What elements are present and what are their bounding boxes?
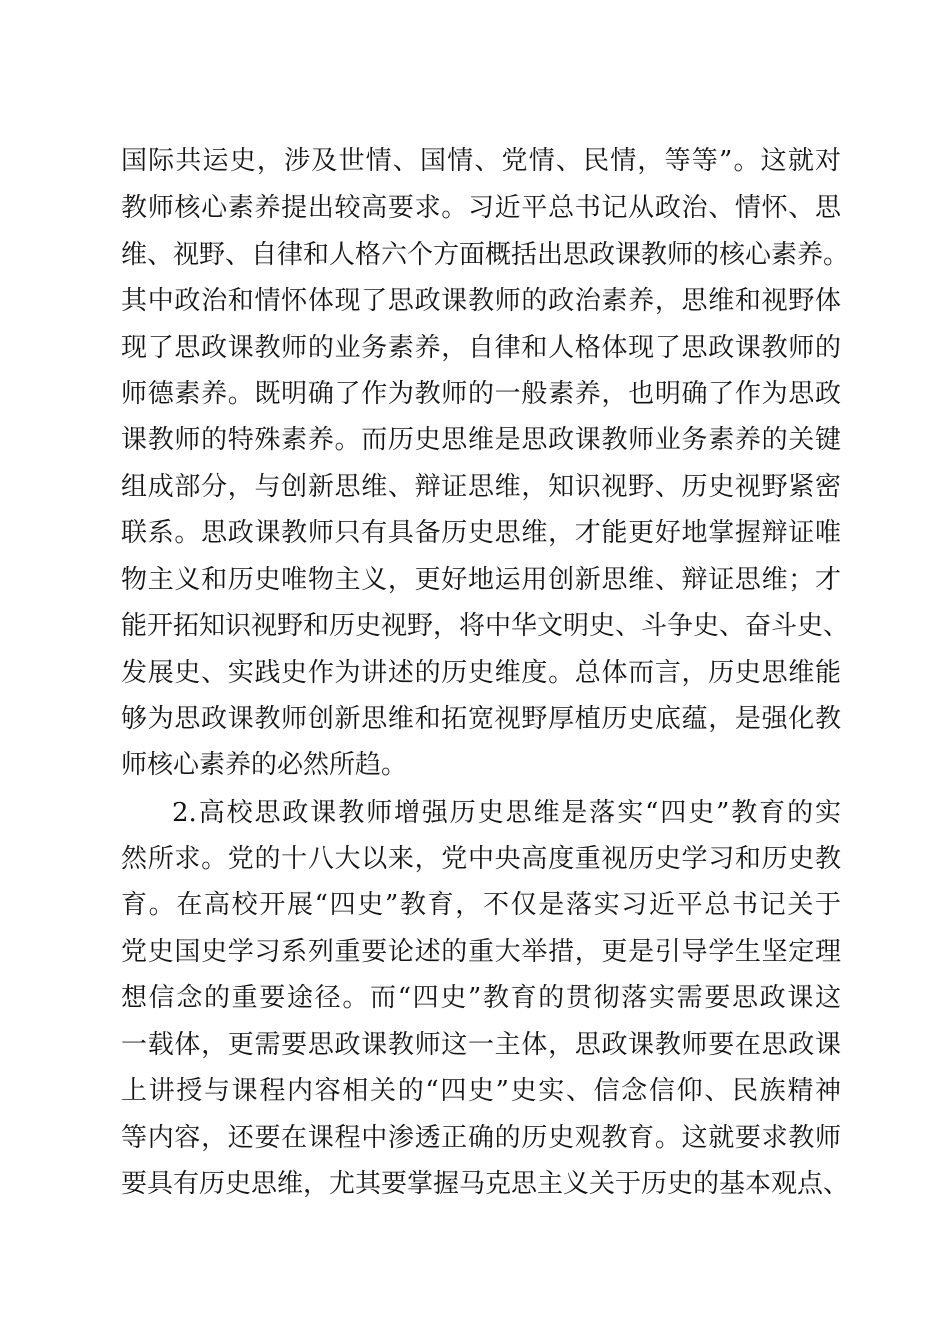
text-line: 育。在高校开展“四史”教育，不仅是落实习近平总书记关于 — [121, 890, 841, 920]
text-line: 发展史、实践史作为讲述的历史维度。总体而言，历史思维能 — [121, 658, 841, 688]
text-line: 维、视野、自律和人格六个方面概括出思政课教师的核心素养。 — [121, 240, 850, 270]
text-line: 能开拓知识视野和历史视野，将中华文明史、斗争史、奋斗史、 — [121, 611, 850, 641]
text-line: 够为思政课教师创新思维和拓宽视野厚植历史底蕴，是强化教 — [121, 704, 841, 734]
text-line: 上讲授与课程内容相关的“四史”史实、信念信仰、民族精神 — [121, 1076, 841, 1106]
text-line: 课教师的特殊素养。而历史思维是思政课教师业务素养的关键 — [121, 425, 841, 455]
text-line: 现了思政课教师的业务素养，自律和人格体现了思政课教师的 — [121, 333, 841, 363]
text-line: 师德素养。既明确了作为教师的一般素养，也明确了作为思政 — [121, 379, 841, 409]
text-line: 等内容，还要在课程中渗透正确的历史观教育。这就要求教师 — [121, 1123, 841, 1153]
text-line: 国际共运史，涉及世情、国情、党情、民情，等等”。这就对 — [121, 146, 841, 176]
text-line: 教师核心素养提出较高要求。习近平总书记从政治、情怀、思 — [121, 193, 841, 223]
text-line: 其中政治和情怀体现了思政课教师的政治素养，思维和视野体 — [121, 286, 841, 316]
text-line: 党史国史学习系列重要论述的重大举措，更是引导学生坚定理 — [121, 937, 841, 967]
text-line: 一载体，更需要思政课教师这一主体，思政课教师要在思政课 — [121, 1030, 841, 1060]
text-line: 想信念的重要途径。而“四史”教育的贯彻落实需要思政课这 — [121, 983, 841, 1013]
text-line: 然所求。党的十八大以来，党中央高度重视历史学习和历史教 — [121, 844, 841, 874]
text-line: 要具有历史思维，尤其要掌握马克思主义关于历史的基本观点、 — [121, 1169, 850, 1199]
text-line: 师核心素养的必然所趋。 — [121, 750, 408, 780]
text-line: 物主义和历史唯物主义，更好地运用创新思维、辩证思维；才 — [121, 565, 841, 595]
paragraph-2-first-line: 2.高校思政课教师增强历史思维是落实“四史”教育的实 — [172, 798, 841, 828]
text-line: 联系。思政课教师只有具备历史思维，才能更好地掌握辩证唯 — [121, 518, 841, 548]
text-line: 组成部分，与创新思维、辩证思维，知识视野、历史视野紧密 — [121, 472, 841, 502]
